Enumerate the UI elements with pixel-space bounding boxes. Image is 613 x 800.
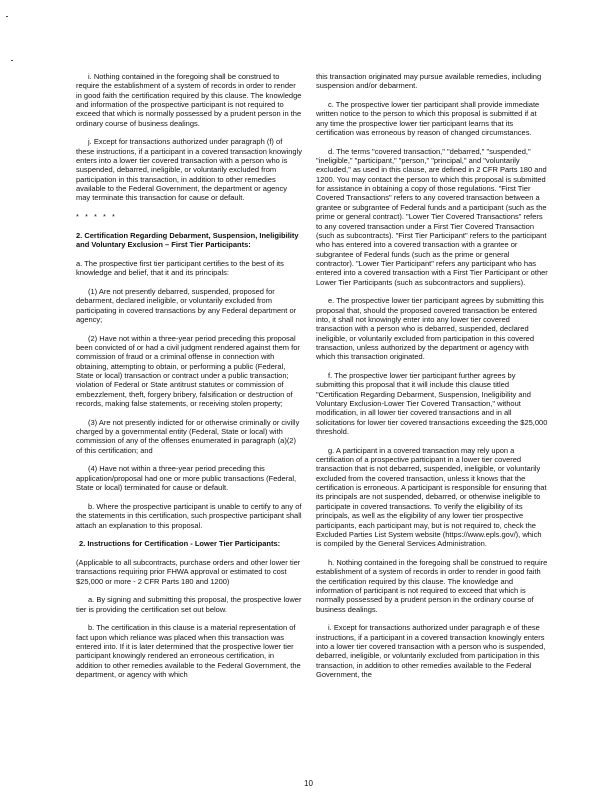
paragraph-g-text: g. A participant in a covered transaction may rely upon a certification of a prospective participant in a lower tier covered transaction that is not debarred, suspended, ineligible, or voluntarily excluded from the covered transaction, unless it knows that the certification is erroneous. A participant is responsible for ensuring that its principals are not suspended, debarred, or otherwise ineligible to participate in covered transactions. To verify the eligibility of its principals, as well as the eligibility of any lower tier prospective participants, each participant may, but is not required to, check the Excluded Parties List System website ( bbox=[316, 445, 547, 539]
paragraph-a1: (1) Are not presently debarred, suspended, proposed for debarment, declared ineligible, or voluntarily excluded from participating in covered transactions by any Federal department or agency; bbox=[76, 286, 297, 324]
paragraph-f: f. The prospective lower tier participant further agrees by submitting this proposal that it will include this clause titled "Certification Regarding Debarment, Suspension, Ineligibility and Voluntary Exclusion-Lower Tier Covered Transaction," without modification, in all lower tier covered transactions and in all solicitations for lower tier covered transactions exceeding the $25,000 threshold. bbox=[316, 371, 548, 437]
paragraph-e: e. The prospective lower tier participant agrees by submitting this proposal that, should the proposed covered transaction be entered into, it shall not knowingly enter into any lower tier covered transaction with a person who is debarred, suspended, declared ineligible, or voluntarily excluded from participation in this covered transaction, unless authorized by the department or agency with which this transaction originated. bbox=[316, 296, 544, 362]
left-column bbox=[76, 72, 302, 689]
paragraph-i: i. Nothing contained in the foregoing shall be construed to require the establishment of a system of records in order to render in good faith the certification required by this clause. The knowledge and information of the prospective participant is not required to exceed that which is normally possessed by a prudent person in the ordinary course of business dealings. bbox=[76, 72, 302, 128]
paragraph-g-text-end: ), which is compiled by the General Services Administration. bbox=[316, 529, 542, 549]
paragraph-h: h. Nothing contained in the foregoing shall be construed to require establishment of a system of records in order to render in good faith the certification required by this clause. The knowledge and information of participant is not required to exceed that which is normally possessed by a prudent person in the ordinary course of business dealings. bbox=[316, 557, 548, 614]
paragraph-a3: (3) Are not presently indicted for or otherwise criminally or civilly charged by a governmental entity (Federal, State or local) with commission of any of the offenses enumerated in paragraph (a)(2) of this certification; and bbox=[76, 417, 300, 455]
paragraph-b: b. Where the prospective participant is unable to certify to any of the statements in this certification, such prospective participant shall attach an explanation to this proposal. bbox=[76, 501, 302, 530]
right-column bbox=[316, 72, 548, 689]
paragraph-a: a. The prospective first tier participant certifies to the best of its knowledge and belief, that it and its principals: bbox=[76, 258, 284, 278]
paragraph-lower-b: b. The certification in this clause is a material representation of fact upon which reliance was placed when this transaction was entered into. If it is later determined that the prospective lower tier participant knowingly rendered an erroneous certification, in addition to other remedies available to the Federal Government, the department, or agency with which bbox=[76, 623, 301, 679]
paragraph-lower-a: a. By signing and submitting this proposal, the prospective lower tier is providing the certification set out below. bbox=[76, 595, 302, 614]
page-number: 10 bbox=[304, 779, 313, 788]
paragraph-continued: this transaction originated may pursue available remedies, including suspension and/or debarment. bbox=[316, 72, 542, 91]
scan-speck bbox=[6, 16, 8, 17]
paragraph-g bbox=[316, 446, 548, 549]
paragraph-a4: (4) Have not within a three-year period preceding this application/proposal had one or more public transactions (Federal, State or local) terminated for cause or default. bbox=[76, 464, 297, 493]
heading-first-tier: 2. Certification Regarding Debarment, Suspension, Ineligibility and Voluntary Exclusion – First Tier Participants: bbox=[76, 230, 299, 250]
epls-website-link[interactable]: https://www.epls.gov/ bbox=[445, 529, 516, 539]
paragraph-i-lower: i. Except for transactions authorized under paragraph e of these instructions, if a participant in a covered transaction knowingly enters into a lower tier covered transaction with a person who is suspended, debarred, ineligible, or voluntarily excluded from participation in this transaction, in addition to other remedies available to the Federal Government, the bbox=[316, 623, 546, 679]
paragraph-a2: (2) Have not within a three-year period preceding this proposal been convicted of or had a civil judgment rendered against them for commission of fraud or a criminal offense in connection with obtaining, attempting to obtain, or performing a public (Federal, State or local) transaction or contract under a public transaction; violation of Federal or State antitrust statutes or commission of embezzlement, theft, forgery bribery, falsification or destruction of records, making false statements, or receiving stolen property; bbox=[76, 333, 300, 409]
paragraph-applicable: (Applicable to all subcontracts, purchase orders and other lower tier transactions requiring prior FHWA approval or estimated to cost $25,000 or more - 2 CFR Parts 180 and 1200) bbox=[76, 557, 301, 586]
scan-speck bbox=[11, 60, 13, 61]
paragraph-c: c. The prospective lower tier participant shall provide immediate written notice to the person to which this proposal is submitted if at any time the prospective lower tier participant learns that its certification was erroneous by reason of changed circumstances. bbox=[316, 100, 540, 138]
section-separator: * * * * * bbox=[76, 212, 117, 222]
paragraph-d: d. The terms "covered transaction," "debarred," "suspended," "ineligible," "participant," "person," "principal," and "voluntarily excluded," as used in this clause, are defined in 2 CFR Parts 180 and 1200. You may contact the person to which this proposal is submitted for assistance in obtaining a copy of those regulations. "First Tier Covered Transactions" refers to any covered transaction between a grantee or subgrantee of Federal funds and a participant (such as the prime or general contract). "Lower Tier Covered Transactions" refers to any covered transaction under a First Tier Covered Transaction (such as subcontracts). "First Tier Participant" refers to the participant who has entered into a covered transaction with a grantee or subgrantee of Federal funds (such as the prime or general contractor). "Lower Tier Participant" refers any participant who has entered into a covered transaction with a First Tier Participant or other Lower Tier Participants (such as subcontractors and suppliers). bbox=[316, 146, 548, 287]
heading-lower-tier: 2. Instructions for Certification - Lower Tier Participants: bbox=[79, 539, 281, 549]
paragraph-j: j. Except for transactions authorized under paragraph (f) of these instructions, if a participant in a covered transaction knowingly enters into a lower tier covered transaction with a person who is suspended, debarred, ineligible, or voluntarily excluded from participation in this transaction, in addition to other remedies available to the Federal Government, the department or agency may terminate this transaction for cause or default. bbox=[76, 137, 302, 203]
